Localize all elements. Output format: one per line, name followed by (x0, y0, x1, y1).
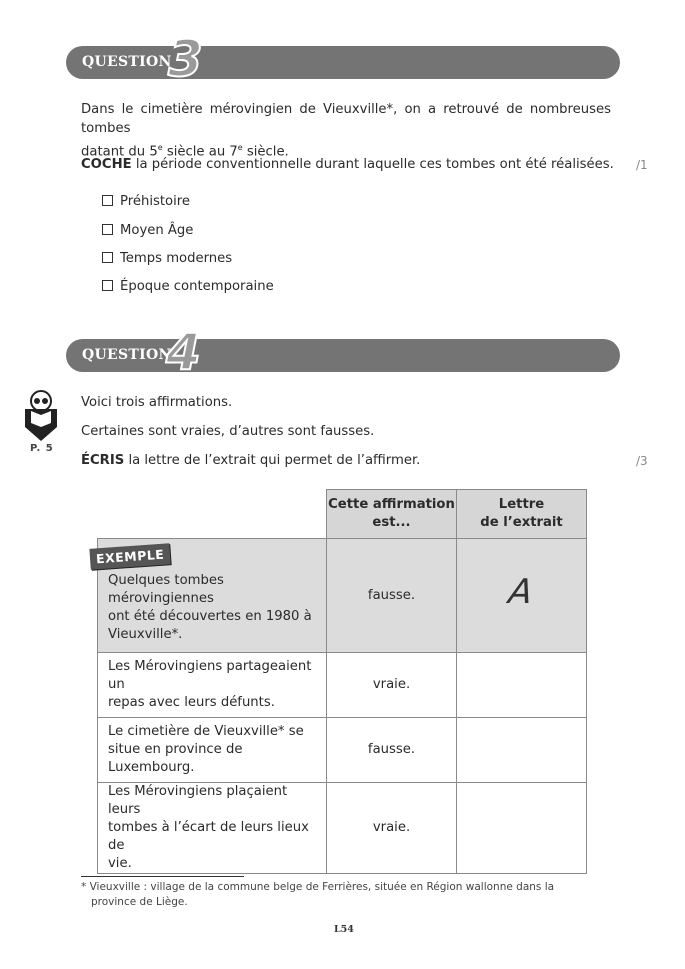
affirmation-text (98, 653, 327, 718)
option-label: Époque contemporaine (120, 279, 274, 294)
header-lettre-l2: de l’extrait (480, 515, 563, 530)
header-affirmation-l1: Cette affirmation (328, 497, 455, 512)
option-epoque-contemporaine[interactable] (102, 278, 274, 296)
checkbox[interactable] (102, 195, 113, 206)
option-moyen-age[interactable] (102, 222, 193, 240)
row-line: vie. (108, 856, 132, 871)
question-4-instruction (81, 451, 420, 470)
question-4-score: /3 (636, 454, 648, 468)
affirmation-value: vraie. (327, 783, 457, 874)
intro-line-2a: datant du 5 (81, 144, 158, 160)
option-temps-modernes[interactable] (102, 250, 232, 268)
checkbox[interactable] (102, 224, 113, 235)
question-3-score: /1 (636, 158, 648, 172)
footnote: * Vieuxville : village de la commune belge de Ferrières, située en Région wallonne dans la province de Liège. (81, 881, 555, 908)
question-4-line-1: Voici trois affirmations. (81, 395, 233, 410)
instruction-text: la lettre de l’extrait qui permet de l’affirmer. (124, 453, 421, 468)
handwritten-letter-a: A (506, 572, 536, 612)
question-3-label: QUESTION (82, 54, 172, 70)
letter-input-cell[interactable] (457, 653, 587, 718)
page-reference: P. 5 (30, 443, 54, 454)
instruction-keyword-ecris: ÉCRIS (81, 453, 125, 468)
table-row (98, 718, 587, 783)
letter-input-cell[interactable] (457, 783, 587, 874)
letter-input-cell[interactable] (457, 718, 587, 783)
page-number: L54 (334, 924, 354, 935)
sup-e-1: e (157, 143, 163, 152)
header-affirmation-l2: est... (372, 515, 411, 530)
question-4-number: 4 (166, 323, 201, 381)
intro-line-2c: siècle. (242, 144, 289, 160)
instruction-text: la période conventionnelle durant laquelle ces tombes ont été réalisées. (131, 157, 614, 172)
footnote-rule (81, 876, 244, 877)
question-3-number: 3 (168, 30, 203, 88)
question-3-banner (66, 30, 620, 88)
question-3-instruction (81, 155, 614, 174)
question-4-label: QUESTION (82, 347, 172, 363)
row-line: repas avec leurs défunts. (108, 695, 275, 710)
header-lettre-l1: Lettre (498, 497, 545, 512)
affirmations-table (97, 489, 587, 874)
option-prehistoire[interactable] (102, 193, 190, 211)
affirmation-value: fausse. (327, 718, 457, 783)
option-label: Moyen Âge (120, 223, 194, 238)
affirmation-text (98, 718, 327, 783)
row-line: Les Mérovingiens partageaient un (108, 659, 312, 692)
option-label: Temps modernes (120, 251, 233, 266)
affirmation-value: fausse. (327, 539, 457, 653)
row-line: tombes à l’écart de leurs lieux de (108, 820, 309, 853)
affirmation-value: vraie. (327, 653, 457, 718)
checkbox[interactable] (102, 252, 113, 263)
affirmation-text (98, 783, 327, 874)
row-line: Les Mérovingiens plaçaient leurs (108, 784, 288, 817)
checkbox[interactable] (102, 280, 113, 291)
header-empty-cell (98, 490, 327, 539)
question-4-line-2: Certaines sont vraies, d’autres sont fausses. (81, 424, 375, 439)
instruction-keyword-coche: COCHE (81, 157, 132, 172)
table-row (98, 653, 587, 718)
header-lettre (457, 490, 587, 539)
sup-e-2: e (237, 143, 243, 152)
example-tag: EXEMPLE (89, 543, 171, 570)
row-line: Quelques tombes mérovingiennes (108, 572, 224, 606)
table-header-row (98, 490, 587, 539)
row-line: ont été découvertes en 1980 à (108, 608, 312, 624)
owl-reader-icon (23, 389, 59, 443)
row-line: Le cimetière de Vieuxville* se (108, 724, 304, 739)
intro-line-2b: siècle au 7 (162, 144, 238, 160)
row-line: Vieuxville*. (108, 626, 183, 642)
option-label: Préhistoire (120, 194, 191, 209)
intro-line-1: Dans le cimetière mérovingien de Vieuxville*, on a retrouvé de nombreuses tombes (81, 102, 611, 136)
table-row (98, 783, 587, 874)
question-3-intro (81, 100, 611, 161)
header-affirmation (327, 490, 457, 539)
question-4-banner (66, 323, 620, 381)
row-line: situe en province de Luxembourg. (108, 742, 243, 775)
